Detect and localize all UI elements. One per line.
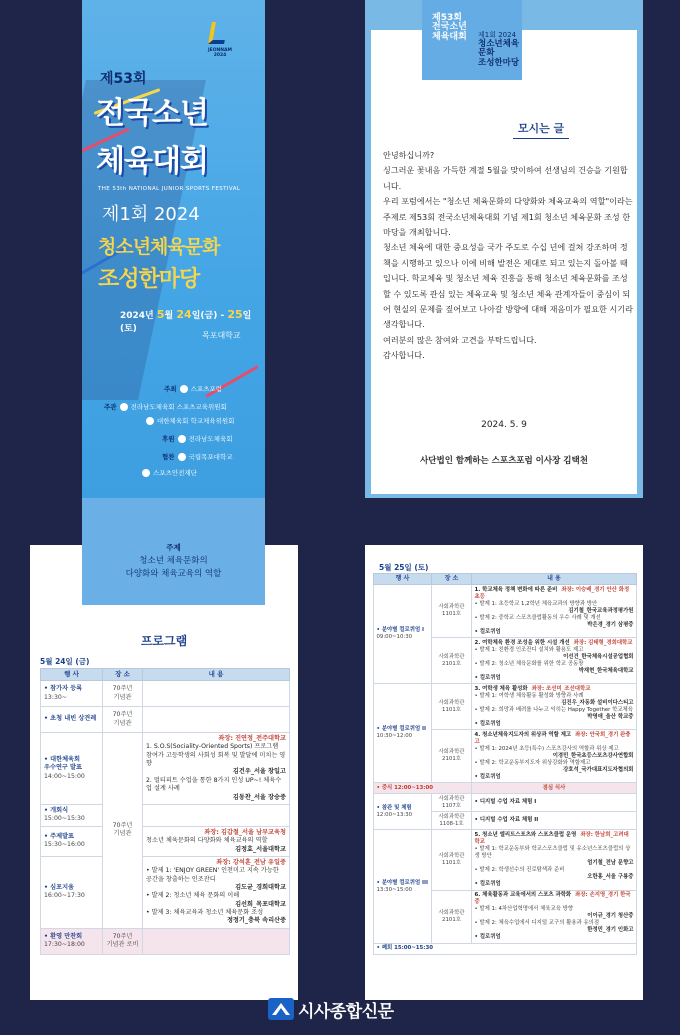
- session-name: • 디지털 수업 자료 체험 II: [474, 817, 539, 824]
- greeting-signature: 사단법인 함께하는 스포츠포럼 이사장 김택천: [420, 456, 588, 466]
- presenter: 박은경_경기 삼평중: [587, 621, 634, 628]
- greeting-paragraph: 우리 포럼에서는 "청소년 체육문화의 다양화와 체육교육의 역할"이라는 주제로 제53회 전국소년체육대회 기념 제1회 청소년 체육문화 조성 한마당을 개최합니다.: [383, 196, 633, 238]
- presentation-title: 2. 멀티피트 수업을 통한 8가지 인성 UP~! 체육수업 설계 사례: [146, 776, 282, 793]
- greeting-body: [383, 148, 633, 364]
- greeting-page: [365, 0, 643, 498]
- content-cell: [143, 804, 290, 826]
- content-cell: [143, 826, 290, 856]
- event-time: 14:00~15:00: [44, 772, 85, 780]
- venue-cell: 사회과학관 1101호: [432, 684, 472, 730]
- org-logo-icon: [178, 453, 186, 461]
- event-name: • 참관 및 체험: [376, 804, 412, 811]
- date-month-unit: 월: [164, 311, 174, 321]
- presenter: 김건우_서울 창일고: [232, 768, 286, 776]
- greeting-date: 2024. 5. 9: [481, 420, 527, 430]
- presenter: 김기철_한국교육과정평가원: [568, 607, 634, 614]
- content-cell: [143, 681, 290, 707]
- presentation-title: • 발제 1: 친환경 인조잔디 설치와 활용도 제고: [474, 646, 584, 653]
- event-name: • 주제발표: [44, 833, 75, 841]
- greeting-heading: 모시는 글: [491, 120, 591, 136]
- org-logo-icon: [180, 385, 188, 393]
- greeting-logo: [422, 0, 522, 80]
- org-role: 주관: [104, 403, 117, 411]
- newspaper-name: 시사종합신문: [298, 1001, 394, 1022]
- logo-title: 제53회 전국소년 체육대회: [432, 13, 467, 42]
- date-separator: 일(금) -: [191, 311, 225, 321]
- event-name: • 분야별 컬로퀴엄 I: [376, 627, 425, 634]
- table-row: [374, 684, 637, 730]
- event-time: 10:30~12:00: [376, 733, 413, 740]
- table-row: [41, 856, 290, 928]
- presentation-title: • 발제 1: 학교운동부와 학교스포츠클럽 및 유소년스포츠클럽의 상생 방안: [474, 846, 631, 860]
- date-day-1: 24: [176, 308, 192, 321]
- chair-label: 좌장: 진연정_전주대학교: [218, 735, 286, 742]
- event-name: • 분야별 컬로퀴엄 III: [376, 879, 429, 886]
- venue-cell: 사회과학관 2101호: [432, 730, 472, 783]
- content-cell: 점심 식사: [472, 783, 637, 794]
- chair-label: 좌장: 안국희_경기 완충고: [474, 731, 631, 745]
- table-row: [41, 826, 290, 856]
- date-day-2: 25: [227, 308, 243, 321]
- presentation-title: • 발제 3: 체육교육과 청소년 체육문화 조성: [146, 909, 264, 917]
- presenter: 박재현_한국체육대학교: [578, 667, 634, 674]
- presentation-title: • 발제 2: 학생선수의 진로탐색과 준비: [474, 867, 565, 874]
- event-name: • 대한체육회 우수연구 발표: [44, 755, 83, 772]
- presenter: 한정민_경기 인화고: [587, 927, 634, 934]
- content-cell: [472, 684, 637, 730]
- org-support: [162, 452, 233, 461]
- program-page: [30, 545, 298, 1000]
- org-sponsor: [162, 434, 233, 443]
- content-cell: [472, 812, 637, 830]
- chair-label: 좌장: 조선미_조선대학교: [531, 685, 591, 692]
- table-row: [374, 943, 637, 954]
- event-time: 15:30~16:00: [44, 841, 85, 849]
- colloquium-label: • 컬로퀴엄: [474, 934, 501, 941]
- table-row: [41, 804, 290, 826]
- presentation-title: • 발제 1: 'ENJOY GREEN' 인천미고 지속 가능한 공간을 창출하는 인조잔디: [146, 867, 279, 883]
- event-cell: [374, 585, 432, 684]
- event-name: • 환영 만찬회: [44, 932, 83, 940]
- venue-cell: 사회과학관 1108-1호: [432, 812, 472, 830]
- colloquium-label: • 컬로퀴엄: [474, 881, 501, 888]
- table-row: [374, 783, 637, 794]
- program-day2-page: [365, 545, 643, 1000]
- venue-cell: 사회과학관 1101호: [432, 830, 472, 890]
- date-end: 일(토): [120, 311, 252, 334]
- colloquium-label: • 컬로퀴엄: [474, 720, 501, 727]
- event-cell: • 중식 12:00~13:00: [374, 783, 472, 794]
- theme-box: [82, 498, 265, 605]
- presenter: 엄기철_전남 문향고: [587, 860, 634, 867]
- session-name: 4. 청소년체육지도자의 위상과 역할 제고: [474, 731, 572, 738]
- session-title: [475, 640, 634, 647]
- program-table: [40, 668, 290, 955]
- col-header: 행 사: [41, 669, 103, 681]
- presenter: 정정기_충북 속리산중: [226, 917, 286, 925]
- event-cell: [41, 804, 103, 826]
- greeting-card: [371, 30, 637, 494]
- event-time: 17:30~18:00: [44, 941, 85, 949]
- event-time: 12:00~13:30: [376, 811, 413, 818]
- presentation-title: 1. S.O.S(Sociality-Oriented Sports) 프로그램 참여가 고등학생의 사회성 회복 및 발달에 미치는 영향: [146, 743, 286, 768]
- col-header: 장 소: [432, 574, 472, 585]
- org-name: 전라남도체육회: [188, 435, 233, 443]
- org-support-2: [142, 468, 197, 477]
- table-row: [374, 794, 637, 812]
- venue-cell: 사회과학관 1101호: [432, 585, 472, 638]
- table-row: [41, 733, 290, 805]
- presenter: 이이규_경기 청산중: [587, 913, 634, 920]
- event-cell: • 폐회 15:00~15:30: [374, 943, 637, 954]
- program-day: 5월 24일 (금): [40, 657, 90, 666]
- session-name: 5. 청소년 엘리트스포츠와 스포츠클럽 운영: [474, 831, 577, 838]
- greeting-paragraph: 청소년 체육에 대한 중요성을 국가 주도로 수십 년에 걸쳐 강조하며 정책을 시행하고 있으나 이에 비해 발전은 제대로 되고 있는지 돌아볼 때입니다. 학교체육 및 청소년 체육 진흥을 통해 청소년 체육문화를 조성할 수 있도록 관심 있는 체육교육 및 청소년 체육 관계자들이 중심이 되어 현실의 문제를 짚어보고 나아갈 방향에 대해 재음미가 필요한 시기라 생각합니다.: [383, 242, 633, 330]
- edition-label: 제53회: [100, 71, 147, 87]
- event-name: • 분야별 컬로퀴엄 II: [376, 726, 427, 733]
- table-header: [374, 574, 637, 585]
- session-title: [475, 892, 634, 906]
- chair-label: 좌장: 강석훈_전남 유일중: [216, 858, 286, 866]
- logo-subtitle: 청소년체육문화 조성한마당: [478, 39, 520, 68]
- presenter: 김정효_서울대학교: [235, 845, 286, 853]
- presentation-title: • 발제 1: 초등학교 1,2학년 체육교과의 방향과 방안: [474, 600, 598, 607]
- greeting-paragraph: 감사합니다.: [383, 350, 425, 361]
- cover-poster: [82, 0, 265, 498]
- venue-cell: 70주년 기념관: [103, 707, 143, 733]
- content-cell: [143, 707, 290, 733]
- session-name: 6. 체육활동과 교육에서의 스포츠 과학화: [474, 892, 572, 899]
- org-name: 대한체육회 학교체육위원회: [157, 417, 235, 425]
- org-name: 전라남도체육회 스포츠교육위원회: [130, 403, 227, 411]
- content-cell: [143, 856, 290, 928]
- date-prefix: 2024년: [120, 311, 154, 321]
- org-role: 주최: [164, 385, 177, 393]
- subtitle-line-1: 청소년체육문화: [98, 236, 220, 258]
- event-name: • 참가자 등록: [44, 685, 83, 693]
- presentation-title: • 발제 2: 청소년 체육문화를 위한 학교 공동창: [474, 660, 584, 667]
- session-title: [475, 732, 634, 746]
- event-time: 15:00~15:30: [44, 815, 85, 823]
- event-name: • 개회식: [44, 807, 69, 815]
- presentation-title: • 발제 2: 희망과 배려를 나누고 익히는 Happy Together 학교체육: [474, 706, 633, 713]
- theme-label: 주제: [166, 543, 181, 552]
- presenter: 이선건_한국체육시설공업협회: [563, 653, 634, 660]
- title-line-1: 전국소년: [96, 96, 208, 131]
- table-row: [374, 585, 637, 638]
- venue-cell: 70주년 기념관 로비: [103, 928, 143, 954]
- event-cell: [41, 826, 103, 856]
- org-host: [164, 384, 222, 393]
- content-cell: [472, 794, 637, 812]
- presenter: 김진우_자동화 설비이다스티고: [561, 699, 634, 706]
- day2-table: [373, 573, 637, 955]
- program-title: 프로그램: [140, 634, 188, 648]
- content-cell: [472, 585, 637, 638]
- chair-label: 좌장: 이승배_경기 안산 화정초등: [474, 586, 630, 600]
- chair-label: 좌장: 한남희_고려대학교: [474, 831, 629, 845]
- event-cell: [374, 830, 432, 943]
- presentation-title: • 발제 2: 중학교 스포츠클럽활동의 우수 사례 및 개선: [474, 614, 601, 621]
- session-name: 2. 여학체육 환경 조성을 위한 시설 개선: [474, 639, 570, 646]
- presentation-title: • 발제 1: 4차산업혁명에서 체육교육 방향: [474, 906, 574, 913]
- colloquium-label: • 컬로퀴엄: [474, 628, 501, 635]
- table-row: [41, 707, 290, 733]
- org-logo-icon: [142, 469, 150, 477]
- event-cell: [41, 856, 103, 928]
- session-name: 3. 여학생 체육 활성화: [474, 685, 528, 692]
- session-title: [475, 587, 634, 601]
- content-cell: [472, 830, 637, 890]
- date-month: 5: [156, 308, 165, 321]
- event-time: 13:30~: [44, 693, 68, 701]
- subtitle-line-2: 조성한마당: [98, 267, 200, 292]
- title-line-2: 체육대회: [96, 144, 208, 179]
- content-cell: [472, 730, 637, 783]
- colloquium-label: • 컬로퀴엄: [474, 773, 501, 780]
- presenter: 김선희_목포대학교: [235, 900, 286, 908]
- presentation-title: 청소년 체육문화의 다양화와 체육교육의 역할: [146, 837, 268, 845]
- col-header: 내 용: [143, 669, 290, 681]
- org-organizer-2: [146, 416, 234, 425]
- festival-logo-icon: [208, 22, 228, 44]
- presentation-title: • 발제 1: 여학생 체육활동 활성화 방향과 사례: [474, 692, 584, 699]
- theme-text: 청소년 체육문화의 다양화와 체육교육의 역할: [125, 556, 222, 579]
- venue-cell: 사회과학관 2101호: [432, 638, 472, 684]
- event-time: 16:00~17:30: [44, 892, 85, 900]
- venue-label: 목포대학교: [202, 331, 241, 340]
- greeting-paragraph: 안녕하십니까?: [383, 150, 435, 160]
- content-cell: [472, 638, 637, 684]
- event-name: • 심포지움: [44, 884, 75, 892]
- day2-label: 5월 25일 (토): [379, 563, 429, 572]
- presenter: 오한홍_서울 구룡중: [587, 874, 634, 881]
- title-english: THE 53th NATIONAL JUNIOR SPORTS FESTIVAL: [98, 186, 241, 192]
- table-row: [374, 830, 637, 890]
- presentation-title: • 발제 1: 2024년 초등(특수) 스포츠강사의 역할과 위상 제고: [474, 745, 619, 752]
- table-header: [41, 669, 290, 681]
- presenter: 김동찬_서울 장승중: [232, 793, 286, 801]
- chair-label: 좌장: 김갑철_서울 남부교육청: [204, 828, 286, 836]
- presenter: 강호석_국가대표지도자협의회: [563, 766, 634, 773]
- year-line: 제1회 2024: [102, 204, 200, 225]
- presenter: 이경민_한국초등스포츠강사연합회: [552, 752, 634, 759]
- org-organizer: [104, 402, 227, 411]
- presenter: 김도균_경희대학교: [235, 884, 286, 892]
- content-cell: [472, 890, 637, 943]
- newspaper-masthead: [268, 994, 418, 1024]
- presentation-title: • 발제 2: 체육수업에서 디지털 교구의 활용과 유의점: [474, 920, 600, 927]
- content-cell: [143, 733, 290, 805]
- venue-cell: 70주년 기념관: [103, 681, 143, 707]
- chair-label: 좌장: 김태형_경희대학교: [573, 639, 633, 646]
- event-cell: [41, 681, 103, 707]
- venue-cell: 사회과학관 1107호: [432, 794, 472, 812]
- col-header: 내 용: [472, 574, 637, 585]
- event-cell: [41, 733, 103, 805]
- presenter: 박영애_울산 학교중: [587, 713, 634, 720]
- table-row: [41, 928, 290, 954]
- org-logo-icon: [120, 403, 128, 411]
- chair-label: 좌장: 손지영_경기 한국중: [474, 892, 631, 906]
- org-logo-icon: [178, 435, 186, 443]
- event-date: [120, 308, 265, 334]
- venue-cell: 70주년 기념관: [103, 733, 143, 929]
- logo-subtitle: JEONNAM 2024: [207, 48, 233, 58]
- org-name: 스포츠안전재단: [153, 469, 197, 477]
- table-row: [41, 681, 290, 707]
- col-header: 행 사: [374, 574, 432, 585]
- event-cell: [374, 684, 432, 783]
- col-header: 장 소: [103, 669, 143, 681]
- content-cell: [143, 928, 290, 954]
- org-name: 스포츠포럼: [190, 385, 222, 393]
- session-title: [475, 832, 634, 846]
- org-role: 협찬: [162, 453, 175, 461]
- event-cell: [374, 794, 432, 830]
- logo-year: 제1회 2024: [478, 31, 517, 39]
- greeting-paragraph: 여러분의 많은 참여와 고견을 부탁드립니다.: [383, 334, 537, 345]
- event-time: 13:30~15:00: [376, 886, 413, 893]
- org-logo-icon: [146, 417, 154, 425]
- colloquium-label: • 컬로퀴엄: [474, 674, 501, 681]
- org-name: 국립목포대학교: [188, 453, 233, 461]
- greeting-paragraph: 싱그러운 꽃내음 가득한 계절 5월을 맞이하여 선생님의 건승을 기원합니다.: [383, 165, 628, 191]
- org-role: 후원: [162, 435, 175, 443]
- session-title: [475, 686, 634, 693]
- presentation-title: • 발제 2: 청소년 체육 문화의 이해: [146, 892, 240, 900]
- session-name: • 디지털 수업 자료 체험 I: [474, 799, 537, 806]
- event-cell: • 초청 내빈 상견례: [41, 707, 103, 733]
- venue-cell: 사회과학관 2101호: [432, 890, 472, 943]
- event-cell: [41, 928, 103, 954]
- newspaper-logo-icon: [268, 998, 294, 1020]
- presentation-title: • 발제 2: 학교운동부지도자 위상강화와 역할제고: [474, 759, 591, 766]
- session-name: 1. 학교체육 정책 변화에 따른 준비: [474, 586, 558, 593]
- event-time: 09:00~10:30: [376, 634, 413, 641]
